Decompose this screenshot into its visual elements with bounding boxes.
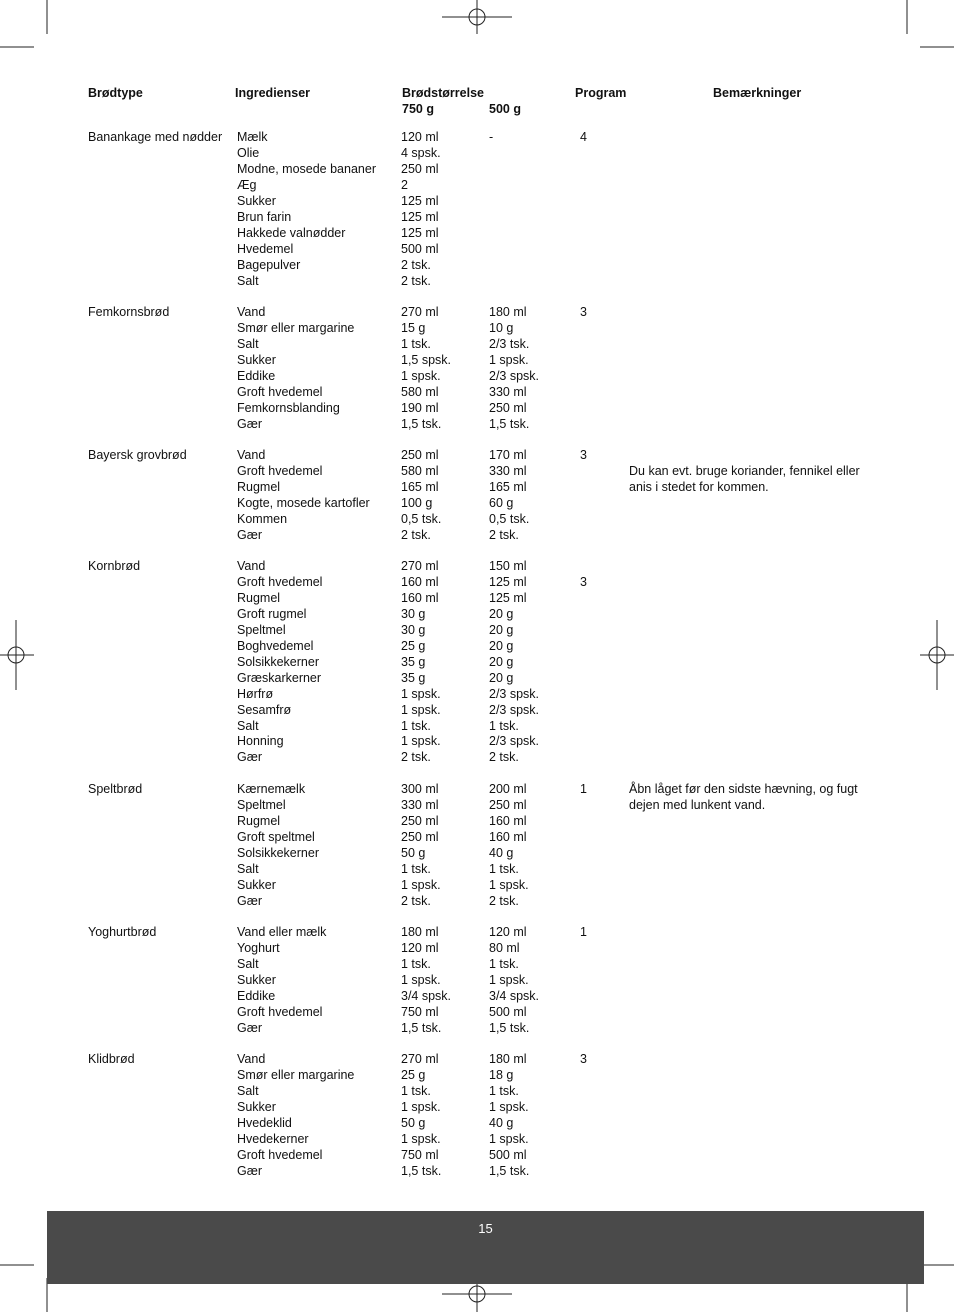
amounts-500: 180 ml 10 g 2/3 tsk. 1 spsk. 2/3 spsk. 330 ml 250 ml 1,5 tsk. <box>489 305 540 431</box>
ingredient-list: Vand Smør eller margarine Salt Sukker Hvedeklid Hvedekerner Groft hvedemel Gær <box>237 1052 355 1178</box>
ingredient-list: Vand Groft hvedemel Rugmel Groft rugmel Speltmel Boghvedemel Solsikkekerner Græskarkerner Hørfrø Sesamfrø Salt Honning Gær <box>237 559 323 765</box>
recipe-name: Kornbrød <box>88 559 141 573</box>
amounts-750: 270 ml 25 g 1 tsk. 1 spsk. 50 g 1 spsk. 750 ml 1,5 tsk. <box>401 1052 442 1178</box>
amounts-750: 270 ml 15 g 1 tsk. 1,5 spsk. 1 spsk. 580 ml 190 ml 1,5 tsk. <box>401 305 452 431</box>
amounts-500: - <box>489 130 494 144</box>
amounts-750: 250 ml 580 ml 165 ml 100 g 0,5 tsk. 2 tsk. <box>401 448 442 542</box>
page-number: 15 <box>478 1221 493 1236</box>
recipe-name: Speltbrød <box>88 782 143 796</box>
program-number: 4 <box>580 130 587 144</box>
program-number: 3 <box>580 305 587 319</box>
amounts-750: 180 ml 120 ml 1 tsk. 1 spsk. 3/4 spsk. 750 ml 1,5 tsk. <box>401 925 452 1035</box>
amounts-750: 270 ml 160 ml 160 ml 30 g 30 g 25 g 35 g 35 g 1 spsk. 1 spsk. 1 tsk. 1 spsk. 2 tsk. <box>401 559 441 765</box>
amounts-500: 150 ml 125 ml 125 ml 20 g 20 g 20 g 20 g 20 g 2/3 spsk. 2/3 spsk. 1 tsk. 2/3 spsk. 2 tsk. <box>489 559 540 765</box>
recipe-name: Yoghurtbrød <box>88 925 157 939</box>
header-program: Program <box>575 86 627 100</box>
header-ingredients: Ingredienser <box>235 86 311 100</box>
recipe-name: Femkornsbrød <box>88 305 170 319</box>
amounts-750: 300 ml 330 ml 250 ml 250 ml 50 g 1 tsk. 1 spsk. 2 tsk. <box>401 782 441 908</box>
amounts-500: 180 ml 18 g 1 tsk. 1 spsk. 40 g 1 spsk. 500 ml 1,5 tsk. <box>489 1052 530 1178</box>
header-bread-size: Brødstørrelse <box>402 86 484 100</box>
ingredient-list: Vand Groft hvedemel Rugmel Kogte, mosede kartofler Kommen Gær <box>237 448 370 542</box>
header-bread-type: Brødtype <box>88 86 143 100</box>
ingredient-list: Kærnemælk Speltmel Rugmel Groft speltmel Solsikkekerner Salt Sukker Gær <box>237 782 319 908</box>
recipe-name: Bayersk grovbrød <box>88 448 187 462</box>
header-size-500: 500 g <box>489 102 521 116</box>
program-number: 3 <box>580 1052 587 1066</box>
amounts-500: 200 ml 250 ml 160 ml 160 ml 40 g 1 tsk. 1 spsk. 2 tsk. <box>489 782 529 908</box>
footer-band <box>47 1211 924 1284</box>
program-number: 3 <box>580 448 587 462</box>
header-size-750: 750 g <box>402 102 434 116</box>
remarks-text: Du kan evt. bruge koriander, fennikel eller anis i stedet for kommen. <box>629 463 860 494</box>
header-remarks: Bemærkninger <box>713 86 802 100</box>
remarks-text: Åbn låget før den sidste hævning, og fugt dejen med lunkent vand. <box>629 782 858 812</box>
ingredient-list: Vand Smør eller margarine Salt Sukker Eddike Groft hvedemel Femkornsblanding Gær <box>237 305 355 431</box>
amounts-500: 170 ml 330 ml 165 ml 60 g 0,5 tsk. 2 tsk. <box>489 448 530 542</box>
amounts-500: 120 ml 80 ml 1 tsk. 1 spsk. 3/4 spsk. 500 ml 1,5 tsk. <box>489 925 540 1035</box>
ingredient-list: Mælk Olie Modne, mosede bananer Æg Sukker Brun farin Hakkede valnødder Hvedemel Bagepulver Salt <box>237 130 376 288</box>
ingredient-list: Vand eller mælk Yoghurt Salt Sukker Eddike Groft hvedemel Gær <box>237 925 327 1035</box>
program-number: 1 <box>580 782 587 796</box>
amounts-750: 120 ml 4 spsk. 250 ml 2 125 ml 125 ml 125 ml 500 ml 2 tsk. 2 tsk. <box>401 130 441 288</box>
program-number: 3 <box>580 574 587 589</box>
recipe-name: Banankage med nødder <box>88 130 223 144</box>
recipe-name: Klidbrød <box>88 1052 135 1066</box>
program-number: 1 <box>580 925 587 939</box>
